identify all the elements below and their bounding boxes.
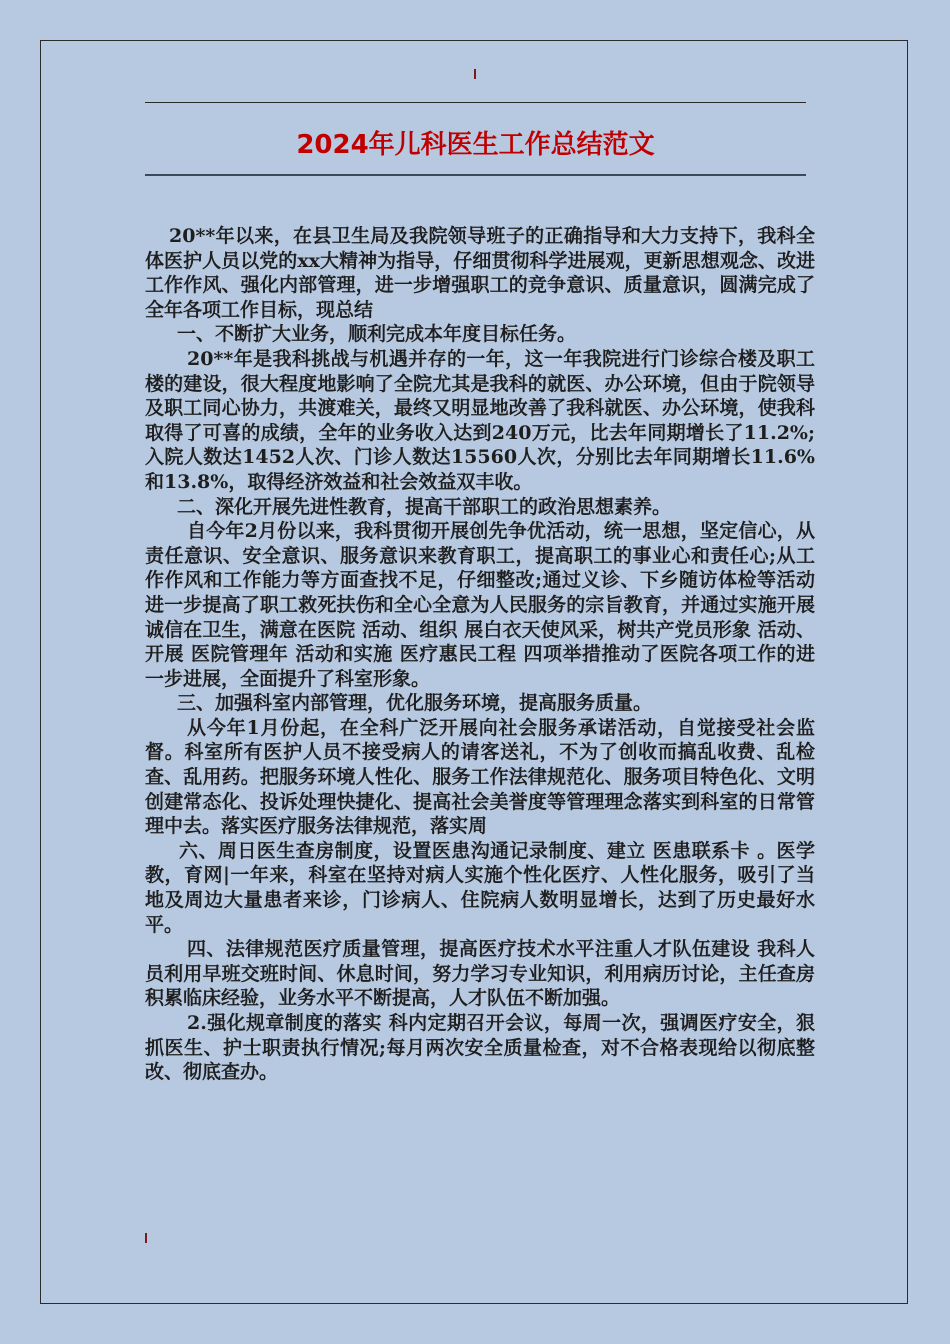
paragraph-rules: 2.强化规章制度的落实 科内定期召开会议，每周一次，强调医疗安全，狠抓医生、护士职责执行情况;每月两次安全质量检查，对不合格表现给以彻底整改、彻底查办。 (145, 1012, 815, 1084)
paragraph-section-1: 20**年是我科挑战与机遇并存的一年，这一年我院进行门诊综合楼及职工楼的建设，很大程度地影响了全院尤其是我科的就医、办公环境，但由于院领导及职工同心协力，共渡难关，最终又明显地改善了我科就医、办公环境，使我科取得了可喜的成绩，全年的业务收入达到240万元，比去年同期增长了11.2%;入院人数达1452人次、门诊人数达15560人次，分别比去年同期增长11.6%和13.8%，取得经济效益和社会效益双丰收。 (145, 347, 815, 493)
paragraph-section-2: 自今年2月份以来，我科贯彻开展创先争优活动，统一思想，坚定信心，从责任意识、安全意识、服务意识来教育职工，提高职工的事业心和责任心;从工作作风和工作能力等方面查找不足，仔细整改;通过义诊、下乡随访体检等活动进一步提高了职工救死扶伤和全心全意为人民服务的宗旨教育，并通过实施开展 诚信在卫生，满意在医院 活动、组织 展白衣天使风采，树共产党员形象 活动、开展 医院管理年 活动和实施 医疗惠民工程 四项举措推动了医院各项工作的进一步进展，全面提升了科室形象。 (145, 520, 815, 690)
heading-section-2: 二、深化开展先进性教育，提高干部职工的政治思想素养。 (177, 495, 672, 518)
footer-cursor-mark (145, 1233, 147, 1243)
title-underline (145, 174, 806, 176)
paragraph-sunday-rounds: 六、周日医生查房制度，设置医患沟通记录制度、建立 医患联系卡 。医学教，育网|一年来，科室在坚持对病人实施个性化医疗、人性化服务，吸引了当地及周边大量患者来诊，门诊病人、住院病人数明显增长，达到了历史最好水平。 (145, 839, 815, 936)
heading-section-1: 一、不断扩大业务，顺利完成本年度目标任务。 (177, 323, 577, 346)
paragraph-section-4: 四、法律规范医疗质量管理，提高医疗技术水平注重人才队伍建设 我科人员利用早班交班时间、休息时间，努力学习专业知识，利用病历讨论，主任查房积累临床经验，业务水平不断提高，人才队伍不断加强。 (145, 938, 815, 1010)
document-body (145, 224, 815, 1085)
document-title: 2024年儿科医生工作总结范文 (296, 130, 655, 160)
header-cursor-mark (474, 69, 476, 79)
paragraph-section-3: 从今年1月份起，在全科广泛开展向社会服务承诺活动，自觉接受社会监督。科室所有医护人员不接受病人的请客送礼，不为了创收而搞乱收费、乱检查、乱用药。把服务环境人性化、服务工作法律规范化、服务项目特色化、文明创建常态化、投诉处理快捷化、提高社会美誉度等管理理念落实到科室的日常管理中去。落实医疗服务法律规范，落实周 (145, 716, 815, 838)
heading-section-3: 三、加强科室内部管理，优化服务环境，提高服务质量。 (177, 692, 653, 715)
header-rule (145, 102, 806, 103)
paragraph-intro: 20**年以来，在县卫生局及我院领导班子的正确指导和大力支持下，我科全体医护人员以党的xx大精神为指导，仔细贯彻科学进展观，更新思想观念、改进工作作风、强化内部管理，进一步增强职工的竞争意识、质量意识，圆满完成了全年各项工作目标，现总结 (145, 225, 815, 321)
